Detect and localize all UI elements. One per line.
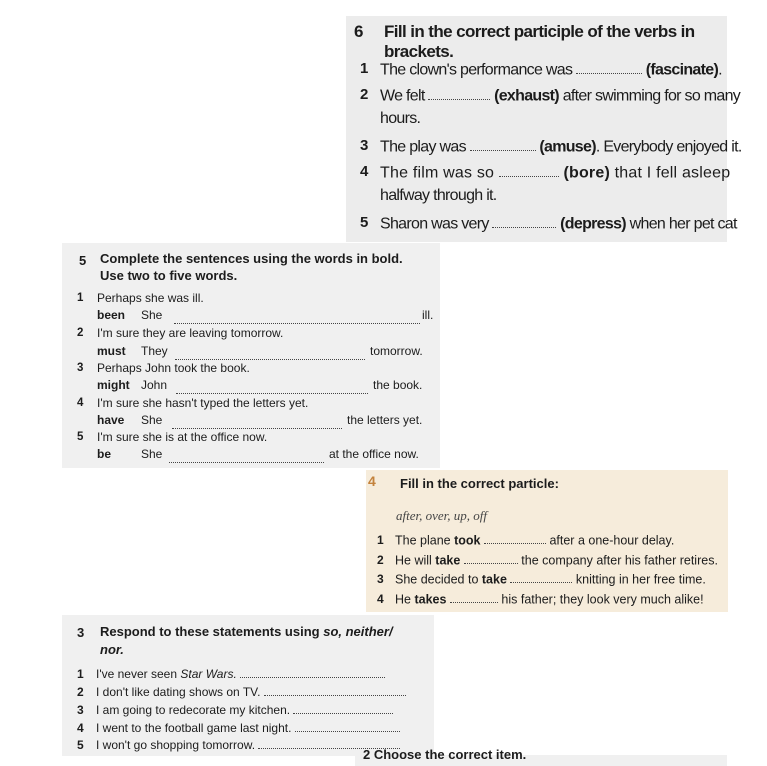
exercise-2-card <box>355 747 727 766</box>
key-word: must <box>97 344 126 358</box>
answer-blank[interactable] <box>450 591 498 603</box>
exercise-title-line-2: Use two to five words. <box>100 268 238 283</box>
answer-blank[interactable] <box>176 379 368 394</box>
answer-blank[interactable] <box>172 414 342 429</box>
answer-end: tomorrow. <box>370 344 423 358</box>
exercise-4-card <box>366 470 728 612</box>
key-word: have <box>97 413 125 427</box>
exercise-item: The plane took after a one-hour delay. <box>395 533 675 548</box>
answer-blank[interactable] <box>293 702 393 714</box>
item-number: 3 <box>77 362 84 374</box>
item-sentence: I'm sure they are leaving tomorrow. <box>97 326 284 340</box>
item-number: 3 <box>377 572 384 586</box>
answer-blank[interactable] <box>510 571 572 583</box>
answer-blank[interactable] <box>169 448 324 463</box>
answer-end: the book. <box>373 378 423 392</box>
exercise-item: We felt (exhaust) after swimming for so many <box>380 85 740 105</box>
item-number: 2 <box>360 86 369 103</box>
answer-blank[interactable] <box>492 213 556 228</box>
item-number: 2 <box>377 553 384 567</box>
exercise-number: 4 <box>368 473 376 489</box>
exercise-title-line-2: nor. <box>100 642 124 657</box>
answer-blank[interactable] <box>576 59 642 74</box>
exercise-number: 6 <box>354 22 364 41</box>
item-number: 5 <box>360 214 369 231</box>
exercise-6-card <box>346 16 742 242</box>
word-options: after, over, up, off <box>396 508 487 523</box>
item-sentence: Perhaps she was ill. <box>97 291 204 305</box>
exercise-item-continuation: halfway through it. <box>380 187 497 204</box>
exercise-item: Sharon was very (depress) when her pet cat <box>380 213 737 233</box>
key-word: been <box>97 308 126 322</box>
exercise-title: Complete the sentences using the words in bold. <box>100 251 403 266</box>
key-word: be <box>97 447 112 461</box>
item-number: 4 <box>77 397 84 409</box>
item-number: 1 <box>77 667 84 681</box>
item-number: 1 <box>77 292 84 304</box>
exercise-5-card <box>62 243 440 468</box>
item-number: 5 <box>77 738 84 752</box>
item-number: 3 <box>360 137 369 154</box>
exercise-item: I won't go shopping tomorrow. <box>96 737 400 752</box>
answer-blank[interactable] <box>175 345 365 360</box>
item-number: 4 <box>377 592 384 606</box>
exercise-item: She decided to take knitting in her free time. <box>395 572 706 587</box>
exercise-item: The clown's performance was (fascinate). <box>380 59 722 79</box>
answer-end: the letters yet. <box>347 413 423 427</box>
answer-blank[interactable] <box>174 309 420 324</box>
exercise-item: The film was so (bore) that I fell asleep <box>380 162 730 182</box>
answer-blank[interactable] <box>470 136 536 151</box>
item-number: 5 <box>77 431 84 443</box>
item-number: 3 <box>77 703 84 717</box>
answer-blank[interactable] <box>464 552 518 564</box>
exercise-title: 2 Choose the correct item. <box>363 747 527 762</box>
item-number: 2 <box>77 685 84 699</box>
item-number: 2 <box>77 327 84 339</box>
exercise-title: Fill in the correct participle of the verbs in brackets. <box>384 22 695 61</box>
answer-end: at the office now. <box>329 447 419 461</box>
item-number: 4 <box>77 721 84 735</box>
exercise-item: I've never seen Star Wars. <box>96 666 385 681</box>
exercise-item: He takes his father; they look very much alike! <box>395 592 704 607</box>
answer-blank[interactable] <box>499 162 559 177</box>
answer-start: She <box>141 308 163 322</box>
answer-end: ill. <box>422 308 434 322</box>
answer-blank[interactable] <box>295 720 400 732</box>
exercise-title: Fill in the correct particle: <box>400 476 559 491</box>
answer-blank[interactable] <box>264 684 406 696</box>
item-number: 1 <box>377 533 384 547</box>
exercise-item: I don't like dating shows on TV. <box>96 684 406 699</box>
answer-start: John <box>141 378 168 392</box>
exercise-item: I went to the football game last night. <box>96 720 400 735</box>
item-sentence: I'm sure she hasn't typed the letters yet. <box>97 396 309 410</box>
item-number: 1 <box>360 60 369 77</box>
item-sentence: Perhaps John took the book. <box>97 361 250 375</box>
exercise-number: 5 <box>79 253 87 268</box>
exercise-item-continuation: hours. <box>380 110 421 127</box>
answer-start: She <box>141 447 163 461</box>
answer-blank[interactable] <box>484 532 546 544</box>
answer-start: They <box>141 344 168 358</box>
exercise-item: I am going to redecorate my kitchen. <box>96 702 393 717</box>
item-number: 4 <box>360 163 369 180</box>
answer-blank[interactable] <box>240 666 385 678</box>
answer-start: She <box>141 413 163 427</box>
exercise-3-card <box>62 615 434 756</box>
item-sentence: I'm sure she is at the office now. <box>97 430 268 444</box>
exercise-title: Respond to these statements using so, neither/ <box>100 624 393 639</box>
exercise-item: He will take the company after his father retires. <box>395 553 718 568</box>
answer-blank[interactable] <box>428 85 490 100</box>
key-word: might <box>97 378 130 392</box>
exercise-number: 3 <box>77 625 85 640</box>
exercise-item: The play was (amuse). Everybody enjoyed it. <box>380 136 742 156</box>
